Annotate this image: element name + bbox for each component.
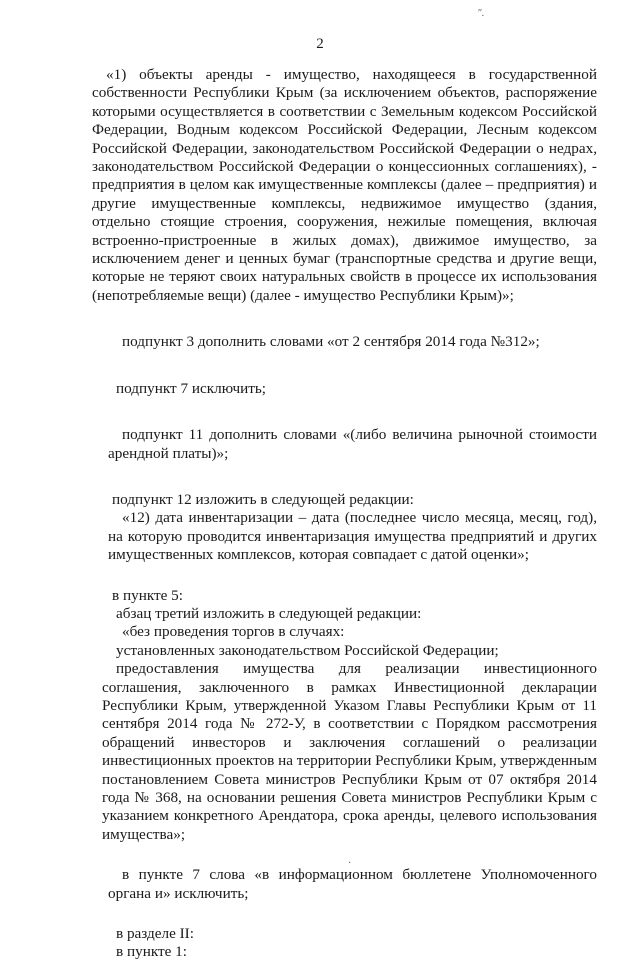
paragraph-3: подпункт 7 исключить;: [116, 379, 267, 397]
paragraph-14: в пункте 1:: [116, 943, 187, 961]
paragraph-7: в пункте 5:: [112, 586, 183, 604]
paragraph-10: установленных законодательством Российской Федерации;: [116, 641, 499, 659]
paragraph-8: абзац третий изложить в следующей редакции:: [116, 604, 422, 622]
paragraph-12: в пункте 7 слова «в информационном бюллетене Уполномоченного органа и» исключить;: [108, 866, 597, 902]
paragraph-6: «12) дата инвентаризации – дата (последнее число месяца, месяц, год), на которую проводится инвентаризация имущества предприятий и других имущественных комплексов, которая совпадает с датой оценки»;: [108, 509, 597, 564]
paragraph-9: «без проведения торгов в случаях:: [122, 623, 345, 641]
page-number: 2: [316, 36, 324, 52]
scan-mark-top: ʺ.: [478, 8, 485, 19]
scan-mark-bottom: ·: [348, 858, 352, 869]
paragraph-5: подпункт 12 изложить в следующей редакции:: [112, 490, 414, 508]
paragraph-2: подпункт 3 дополнить словами «от 2 сентября 2014 года №312»;: [122, 333, 540, 351]
document-body: [92, 66, 597, 962]
paragraph-11: предоставления имущества для реализации инвестиционного соглашения, заключенного в рамках Инвестиционной декларации Республики Крым, утвержденной Указом Главы Республики Крым от 11 сентября 2014 года № 272-У, в соответствии с Порядком рассмотрения обращений инвесторов и заключения соглашений о реализации инвестиционных проектов на территории Республики Крым, утвержденным постановлением Совета министров Республики Крым от 07 октября 2014 года № 368, на основании решения Совета министров Республики Крым с указанием конкретного Арендатора, срока аренды, целевого использования имущества»;: [102, 660, 597, 843]
paragraph-13: в разделе II:: [116, 925, 194, 943]
paragraph-1: «1) объекты аренды - имущество, находящееся в государственной собственности Республики Крым (за исключением объектов, распоряжение которыми осуществляется в соответствии с Земельным кодексом Российской Федерации, Водным кодексом Российской Федерации, Лесным кодексом Российской Федерации, законодательством Российской Федерации о недрах, законодательством Российской Федерации о концессионных соглашениях), - предприятия в целом как имущественные комплексы (далее – предприятия) и другие имущественные комплексы, недвижимое имущество (здания, отдельно стоящие строения, сооружения, нежилые помещения, включая встроенно-пристроенные в жилых домах), движимое имущество, за исключением денег и ценных бумаг (транспортные средства и другие вещи, которые не теряют своих натуральных свойств в процессе их использования (непотребляемые вещи) (далее - имущество Республики Крым)»;: [92, 66, 597, 304]
paragraph-4: подпункт 11 дополнить словами «(либо величина рыночной стоимости арендной платы)»;: [108, 426, 597, 462]
